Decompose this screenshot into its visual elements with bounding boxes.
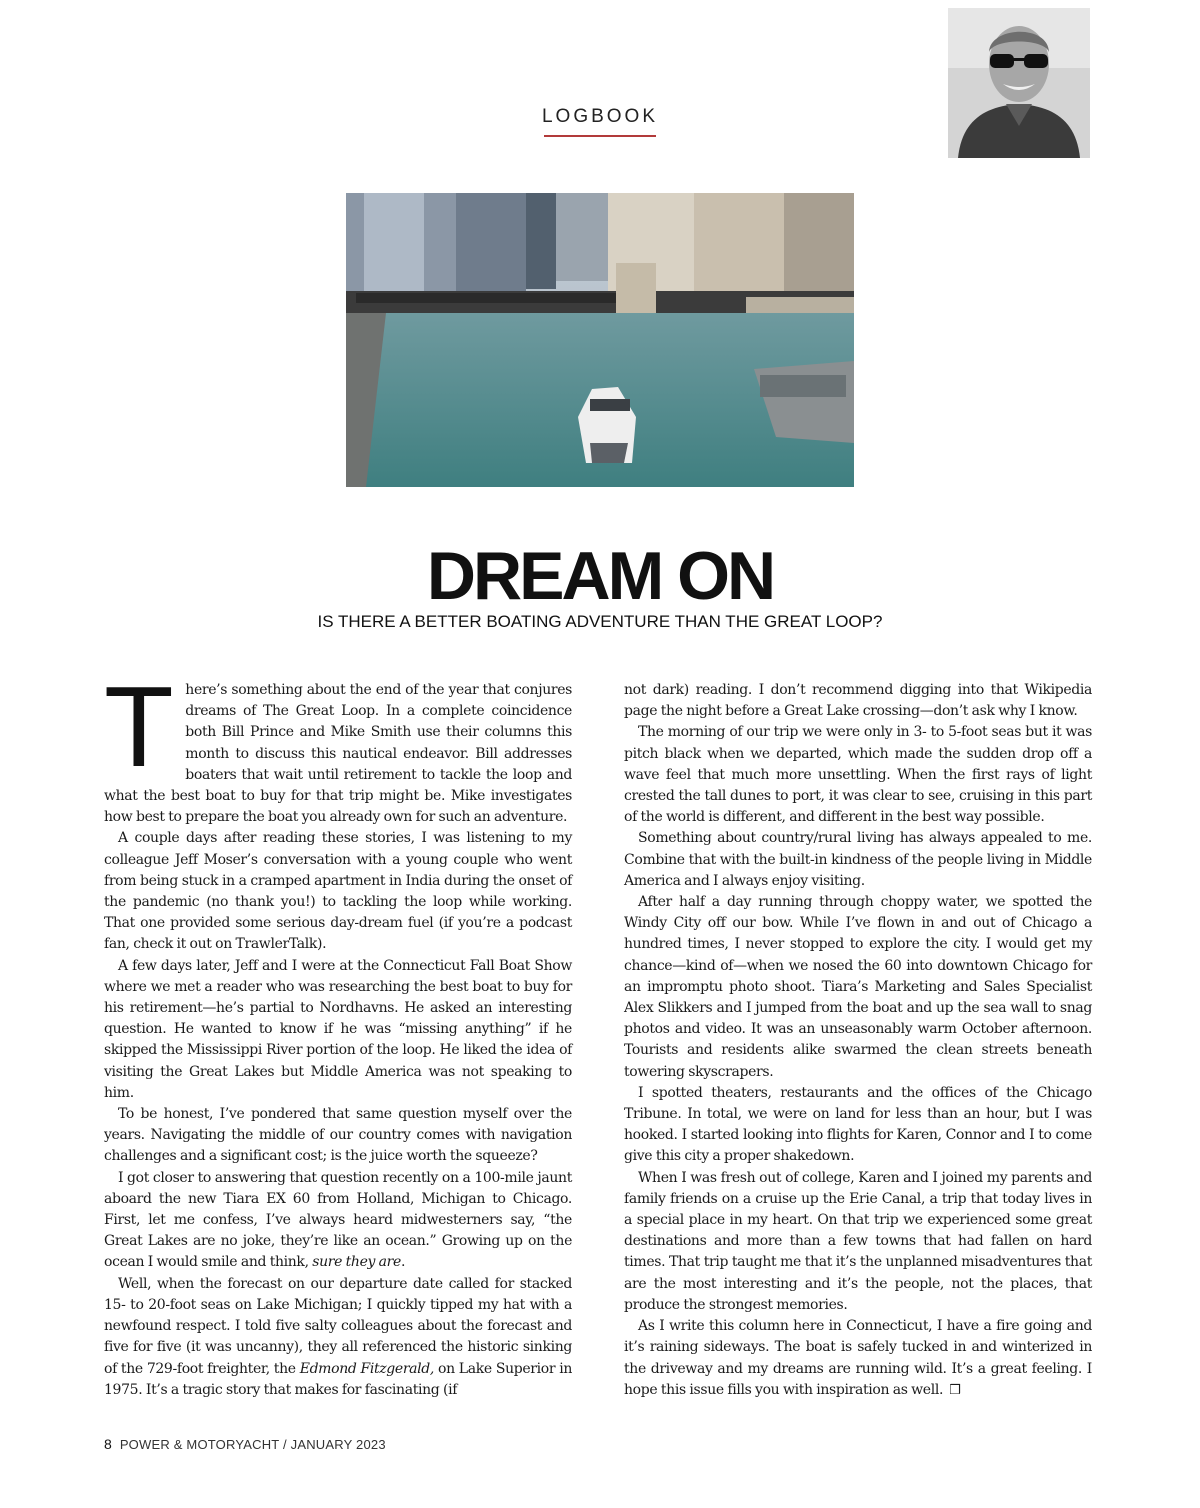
deck-subheadline: IS THERE A BETTER BOATING ADVENTURE THAN THE GREAT LOOP? <box>317 612 883 631</box>
paragraph: not dark) reading. I don’t recommend digging into that Wikipedia page the night before a Great Lake crossing—don’t ask why I know. <box>624 682 1092 720</box>
paragraph: After half a day running through choppy water, we spotted the Windy City off our bow. While I’ve flown in and out of Chicago a hundred times, I never stopped to explore the city. I would get my chance—kind of—when we nosed the 60 into downtown Chicago for an impromptu photo shoot. Tiara’s Marketing and Sales Specialist Alex Slikkers and I jumped from the boat and up the sea wall to snag photos and video. It was an unseasonably warm October afternoon. Tourists and residents alike swarmed the clean streets beneath towering skyscrapers. <box>624 894 1092 1080</box>
paragraph: There’s something about the end of the year that conjures dreams of The Great Loop. In a complete coincidence both Bill Prince and Mike Smith use their columns this month to discuss this nautical endeavor. Bill addresses boaters that wait until retirement to tackle the loop and what the best boat to buy for that trip might be. Mike investigates how best to prepare the boat you already own for such an adventure. <box>104 664 572 826</box>
headline: DREAM ON <box>426 538 774 614</box>
paragraph: A couple days after reading these stories, I was listening to my colleague Jeff Moser’s conversation with a young couple who went from being stuck in a cramped apartment in India during the onset of the pandemic (no thank you!) to tackling the loop while working. That one provided some serious day-dream fuel (if you’re a podcast fan, check it out on TrawlerTalk). <box>104 830 572 953</box>
paragraph: I spotted theaters, restaurants and the offices of the Chicago Tribune. In total, we were on land for less than an hour, but I was hooked. I started looking into flights for Karen, Connor and I to come give this city a proper shakedown. <box>624 1084 1092 1165</box>
hero-photo-chicago-river <box>346 193 854 487</box>
italic-text: Edmond Fitzgerald, <box>299 1360 435 1377</box>
paragraph: Well, when the forecast on our departure date called for stacked 15- to 20-foot seas on Lake Michigan; I quickly tipped my hat with a newfound respect. I told five salty colleagues about the forecast and five for five (it was uncanny), they all referenced the historic sinking of the 729-foot freighter, the Edmond Fitzgerald, on Lake Superior in 1975. It’s a tragic story that makes for fascinating (if <box>104 1275 572 1398</box>
drop-cap: T <box>104 664 174 791</box>
paragraph: A few days later, Jeff and I were at the Connecticut Fall Boat Show where we met a reader who was researching the best boat to buy for his retirement—he’s partial to Nordhavns. He asked an interesting question. He wanted to know if he was “missing anything” if he skipped the Mississippi River portion of the loop. He liked the idea of visiting the Great Lakes but Middle America was not speaking to him. <box>104 957 572 1101</box>
paragraph: To be honest, I’ve pondered that same question myself over the years. Navigating the middle of our country comes with navigation challenges and a significant cost; is the juice worth the squeeze? <box>104 1106 572 1165</box>
paragraph: As I write this column here in Connecticut, I have a fire going and it’s raining sideways. The boat is safely tucked in and winterized in the driveway and my dreams are running wild. It’s a great feeling. I hope this issue fills you with inspiration as well. ❒ <box>624 1318 1092 1398</box>
page-footer <box>104 1436 386 1452</box>
section-rule <box>544 135 656 137</box>
end-of-article-box-icon: ❒ <box>949 1382 961 1398</box>
author-photo <box>948 8 1090 158</box>
paragraph: Something about country/rural living has always appealed to me. Combine that with the built-in kindness of the people living in Middle America and I always enjoy visiting. <box>624 830 1092 889</box>
publication-line: POWER & MOTORYACHT / JANUARY 2023 <box>119 1437 386 1452</box>
paragraph: I got closer to answering that question recently on a 100-mile jaunt aboard the new Tiara EX 60 from Holland, Michigan to Chicago. First, let me confess, I’ve always heard midwesterners say, “the Great Lakes are no joke, they’re like an ocean.” Growing up on the ocean I would smile and think, sure they are. <box>104 1169 572 1271</box>
article-column-left <box>104 664 572 1401</box>
article-column-right <box>624 680 1092 1401</box>
italic-text: sure they are <box>312 1254 401 1271</box>
paragraph: When I was fresh out of college, Karen and I joined my parents and family friends on a cruise up the Erie Canal, a trip that today lives in a special place in my heart. On that trip we experienced some great destinations and more than a few towns that had fallen on hard times. That trip taught me that it’s the unplanned misadventures that are the most interesting and it’s the people, not the places, that produce the strongest memories. <box>624 1169 1092 1313</box>
paragraph: The morning of our trip we were only in 3- to 5-foot seas but it was pitch black when we departed, which made the sudden drop off a wave feel that much more unsettling. When the first rays of light crested the tall dunes to port, it was clear to see, cruising in this part of the world is different, and different in the best way possible. <box>624 724 1092 826</box>
section-label: LOGBOOK <box>541 106 659 127</box>
page-number: 8 <box>104 1436 112 1452</box>
